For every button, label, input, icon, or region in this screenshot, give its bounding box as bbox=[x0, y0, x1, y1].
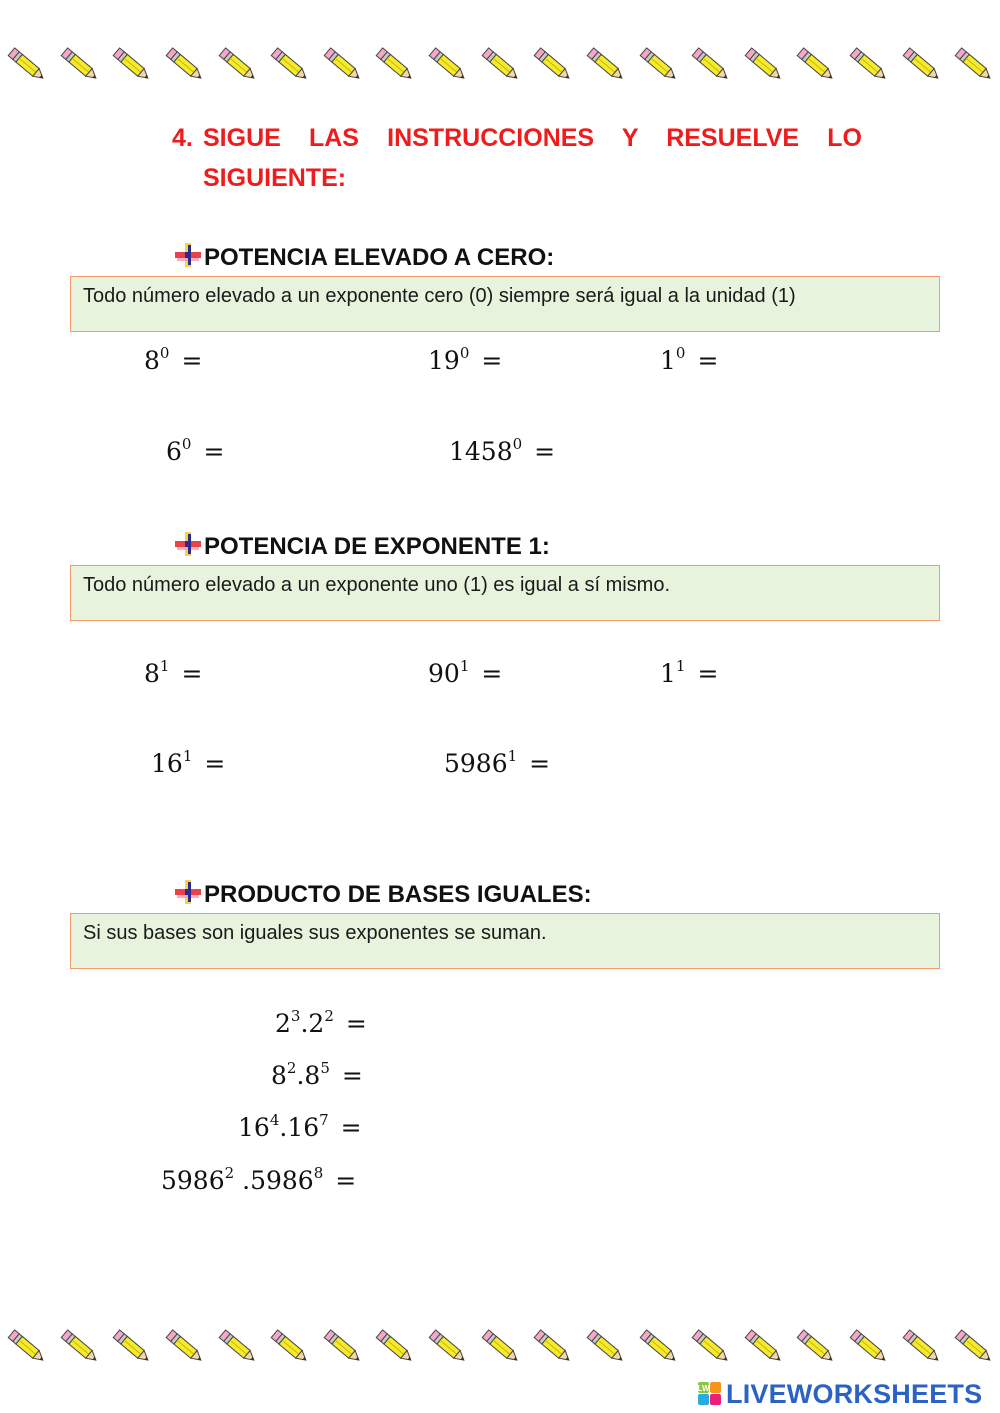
pencil-icon bbox=[158, 38, 210, 90]
pencil-icon bbox=[474, 38, 526, 90]
section-title-zero-exponent bbox=[174, 242, 554, 272]
pencil-icon bbox=[895, 1320, 947, 1372]
pencil-icon bbox=[684, 38, 736, 90]
section-title-exponent-one bbox=[174, 531, 550, 561]
pencil-icon bbox=[684, 1320, 736, 1372]
pencil-icon bbox=[368, 1320, 420, 1372]
pencil-icon bbox=[474, 1320, 526, 1372]
exercise-one-5: $5986^1$ = bbox=[444, 747, 551, 778]
pencil-icon bbox=[842, 1320, 894, 1372]
cross-bullet-icon bbox=[174, 879, 202, 905]
pencil-icon bbox=[579, 1320, 631, 1372]
exercise-product-1: $2^3.2^2$ = bbox=[275, 1007, 367, 1038]
rule-box-zero-exponent: Todo número elevado a un exponente cero (0) siempre será igual a la unidad (1) bbox=[70, 276, 940, 332]
liveworksheets-logo bbox=[698, 1378, 982, 1410]
exercise-product-4: 5986$^2$ $.5986^8$ = bbox=[161, 1164, 357, 1195]
liveworksheets-badge-icon bbox=[698, 1382, 722, 1406]
heading-text: SIGUE LAS INSTRUCCIONES Y RESUELVE LO SIGUIENTE: bbox=[203, 124, 862, 192]
pencil-icon bbox=[737, 38, 789, 90]
section-title-text: POTENCIA DE EXPONENTE 1: bbox=[204, 533, 550, 560]
pencil-icon bbox=[53, 1320, 105, 1372]
pencil-icon bbox=[895, 38, 947, 90]
heading-number: 4. bbox=[172, 124, 193, 152]
pencil-icon bbox=[526, 38, 578, 90]
pencil-icon bbox=[421, 38, 473, 90]
pencil-icon bbox=[158, 1320, 210, 1372]
exercise-zero-4: $6^0$ = bbox=[166, 435, 225, 466]
pencil-icon bbox=[789, 1320, 841, 1372]
exercise-one-4: $16^1$ = bbox=[151, 747, 226, 778]
svg-text:LW: LW bbox=[698, 1384, 710, 1393]
pencil-icon bbox=[579, 38, 631, 90]
pencil-icon bbox=[632, 1320, 684, 1372]
pencil-icon bbox=[316, 1320, 368, 1372]
rule-box-same-base-product: Si sus bases son iguales sus exponentes se suman. bbox=[70, 913, 940, 969]
exercise-zero-5: $1458^0$ = bbox=[449, 435, 556, 466]
pencil-icon bbox=[789, 38, 841, 90]
pencil-icon bbox=[211, 38, 263, 90]
exercise-one-1: $8^1$ = bbox=[144, 657, 203, 688]
exercise-zero-1: $8^0$ = bbox=[144, 344, 203, 375]
cross-bullet-icon bbox=[174, 531, 202, 557]
pencil-icon bbox=[0, 1320, 52, 1372]
exercise-product-3: $16^4.16^7$ = bbox=[238, 1111, 362, 1142]
exercise-zero-2: $19^0$ = bbox=[428, 344, 503, 375]
section-title-text: PRODUCTO DE BASES IGUALES: bbox=[204, 881, 592, 908]
bottom-pencil-border bbox=[0, 1320, 1000, 1376]
pencil-icon bbox=[737, 1320, 789, 1372]
pencil-icon bbox=[421, 1320, 473, 1372]
cross-bullet-icon bbox=[174, 242, 202, 268]
pencil-icon bbox=[105, 38, 157, 90]
instructions-heading bbox=[172, 118, 862, 198]
pencil-icon bbox=[211, 1320, 263, 1372]
section-title-same-base-product bbox=[174, 879, 592, 909]
rule-box-exponent-one: Todo número elevado a un exponente uno (1) es igual a sí mismo. bbox=[70, 565, 940, 621]
pencil-icon bbox=[368, 38, 420, 90]
pencil-icon bbox=[263, 38, 315, 90]
top-pencil-border bbox=[0, 38, 1000, 94]
pencil-icon bbox=[0, 38, 52, 90]
section-title-text: POTENCIA ELEVADO A CERO: bbox=[204, 244, 555, 271]
pencil-icon bbox=[316, 38, 368, 90]
pencil-icon bbox=[947, 38, 999, 90]
logo-text: LIVEWORKSHEETS bbox=[726, 1378, 983, 1409]
pencil-icon bbox=[842, 38, 894, 90]
exercise-product-2: $8^2.8^5$ = bbox=[271, 1059, 363, 1090]
pencil-icon bbox=[632, 38, 684, 90]
exercise-one-3: $1^1$ = bbox=[660, 657, 719, 688]
pencil-icon bbox=[105, 1320, 157, 1372]
pencil-icon bbox=[526, 1320, 578, 1372]
exercise-one-2: $90^1$ = bbox=[428, 657, 503, 688]
pencil-icon bbox=[947, 1320, 999, 1372]
pencil-icon bbox=[263, 1320, 315, 1372]
exercise-zero-3: $1^0$ = bbox=[660, 344, 719, 375]
pencil-icon bbox=[53, 38, 105, 90]
